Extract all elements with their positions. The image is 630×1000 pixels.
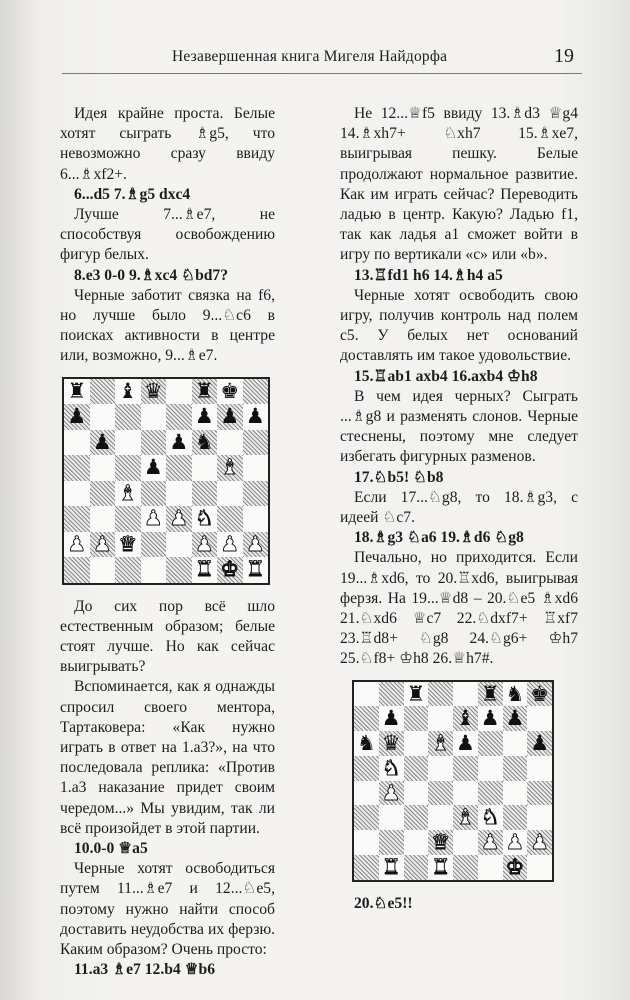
board-square bbox=[115, 506, 141, 532]
commentary-paragraph: В чем идея черных? Сыграть ...♗g8 и разменять слонов. Черные стеснены, поэтому мне следует избегать фигурных разменов. bbox=[340, 387, 578, 466]
black-pawn-icon: ♟ bbox=[245, 404, 265, 429]
left-column bbox=[60, 104, 275, 981]
right-text-before-diagram bbox=[340, 104, 578, 670]
white-queen-icon: ♛ bbox=[431, 830, 451, 855]
board-square bbox=[428, 682, 453, 707]
board-square bbox=[527, 706, 552, 731]
commentary-paragraph: Печально, но приходится. Если 19...♗xd6, то 20.♖xd6, выигрывая ферзя. На 19...♕d8 – 20.♘e5 ♗xd6 21.♘xd6 ♕c7 22.♘dxf7+ ♖xf7 23.♖d8+ ♘g8 24.♘g6+ ♔h7 25.♘f8+ ♔h8 26.♕h7#. bbox=[340, 549, 578, 668]
board-square bbox=[217, 455, 243, 481]
board-square bbox=[379, 830, 404, 855]
left-text-before-diagram bbox=[60, 104, 275, 367]
board-square bbox=[166, 481, 192, 507]
white-bishop-icon: ♝ bbox=[220, 455, 240, 480]
board-square bbox=[478, 830, 503, 855]
board-square bbox=[192, 481, 218, 507]
page-number: 19 bbox=[554, 45, 574, 67]
board-square bbox=[453, 682, 478, 707]
board-square bbox=[453, 855, 478, 880]
board-square bbox=[64, 430, 90, 456]
white-pawn-icon: ♟ bbox=[194, 531, 214, 556]
board-square bbox=[217, 404, 243, 430]
board-square bbox=[166, 557, 192, 583]
board-square bbox=[115, 481, 141, 507]
black-pawn-icon: ♟ bbox=[381, 706, 401, 731]
board-square bbox=[354, 855, 379, 880]
board-square bbox=[453, 706, 478, 731]
black-knight-icon: ♞ bbox=[356, 731, 376, 756]
board-square bbox=[478, 731, 503, 756]
board-square bbox=[115, 532, 141, 558]
left-text-after-diagram bbox=[60, 597, 275, 981]
board-square bbox=[453, 805, 478, 830]
white-queen-icon: ♛ bbox=[118, 531, 138, 556]
board-square bbox=[354, 706, 379, 731]
board-square bbox=[217, 506, 243, 532]
board-square bbox=[453, 756, 478, 781]
board-square bbox=[115, 404, 141, 430]
board-square bbox=[453, 830, 478, 855]
board-square bbox=[478, 756, 503, 781]
white-pawn-icon: ♟ bbox=[381, 780, 401, 805]
chess-diagram-2 bbox=[352, 680, 554, 882]
board-square bbox=[527, 830, 552, 855]
white-rook-icon: ♜ bbox=[194, 557, 214, 582]
board-square bbox=[217, 557, 243, 583]
board-square bbox=[404, 756, 429, 781]
board-square bbox=[115, 430, 141, 456]
black-rook-icon: ♜ bbox=[194, 378, 214, 403]
board-square bbox=[243, 481, 269, 507]
board-square bbox=[115, 455, 141, 481]
board-square bbox=[141, 430, 167, 456]
board-square bbox=[217, 481, 243, 507]
white-rook-icon: ♜ bbox=[431, 854, 451, 879]
move-line: 20.♘e5!! bbox=[354, 894, 413, 912]
board-square bbox=[192, 404, 218, 430]
board-square bbox=[141, 506, 167, 532]
board-square bbox=[64, 506, 90, 532]
board-square bbox=[379, 756, 404, 781]
board-square bbox=[354, 756, 379, 781]
white-pawn-icon: ♟ bbox=[92, 531, 112, 556]
black-pawn-icon: ♟ bbox=[220, 404, 240, 429]
board-square bbox=[404, 855, 429, 880]
black-pawn-icon: ♟ bbox=[530, 731, 550, 756]
white-bishop-icon: ♝ bbox=[118, 480, 138, 505]
board-square bbox=[379, 682, 404, 707]
commentary-paragraph: Лучше 7...♗e7, не способствуя освобождению фигур белых. bbox=[60, 206, 275, 264]
board-square bbox=[192, 455, 218, 481]
board-square bbox=[503, 756, 528, 781]
board-square bbox=[141, 481, 167, 507]
board-square bbox=[166, 430, 192, 456]
board-square bbox=[90, 481, 116, 507]
white-rook-icon: ♜ bbox=[381, 854, 401, 879]
board-square bbox=[141, 404, 167, 430]
black-rook-icon: ♜ bbox=[67, 378, 87, 403]
move-line: 18.♗g3 ♘a6 19.♗d6 ♘g8 bbox=[354, 529, 524, 547]
board-square bbox=[115, 557, 141, 583]
board-square bbox=[64, 404, 90, 430]
board-square bbox=[217, 379, 243, 405]
board-square bbox=[404, 805, 429, 830]
board-square bbox=[379, 781, 404, 806]
board-square bbox=[141, 532, 167, 558]
running-title: Незавершенная книга Мигеля Найдорфа bbox=[172, 48, 448, 65]
black-pawn-icon: ♟ bbox=[67, 404, 87, 429]
white-knight-icon: ♞ bbox=[480, 805, 500, 830]
white-king-icon: ♚ bbox=[505, 854, 525, 879]
board-square bbox=[166, 506, 192, 532]
black-rook-icon: ♜ bbox=[480, 681, 500, 706]
board-square bbox=[527, 731, 552, 756]
white-pawn-icon: ♟ bbox=[505, 830, 525, 855]
move-line: 17.♘b5! ♘b8 bbox=[354, 468, 444, 486]
board-square bbox=[354, 830, 379, 855]
board-square bbox=[527, 855, 552, 880]
board-square bbox=[404, 682, 429, 707]
board-square bbox=[115, 379, 141, 405]
white-pawn-icon: ♟ bbox=[245, 531, 265, 556]
commentary-paragraph: До сих пор всё шло естественным образом; белые стоят лучше. Но как сейчас выигрывать? bbox=[60, 597, 275, 676]
board-square bbox=[428, 830, 453, 855]
board-square bbox=[90, 506, 116, 532]
board-square bbox=[354, 731, 379, 756]
board-square bbox=[192, 379, 218, 405]
commentary-paragraph: Не 12...♕f5 ввиду 13.♗d3 ♕g4 14.♗xh7+ ♘xh7 15.♗xe7, выигрывая пешку. Белые продолжают нормальное развитие. Как им играть сейчас? Переводить ладью в центр. Какую? Ладью f1, так как ладья a1 сможет войти в игру по вертикали «c» или «b». bbox=[340, 105, 578, 264]
board-square bbox=[527, 682, 552, 707]
board-square bbox=[90, 557, 116, 583]
black-pawn-icon: ♟ bbox=[143, 455, 163, 480]
white-king-icon: ♚ bbox=[220, 557, 240, 582]
board-square bbox=[166, 379, 192, 405]
board-square bbox=[527, 781, 552, 806]
board-square bbox=[404, 830, 429, 855]
move-line: 6...d5 7.♗g5 dxc4 bbox=[74, 185, 191, 203]
black-queen-icon: ♛ bbox=[381, 731, 401, 756]
board-square bbox=[64, 532, 90, 558]
commentary-paragraph: Если 17...♘g8, то 18.♗g3, с идеей ♘c7. bbox=[340, 488, 578, 527]
chess-diagram-1 bbox=[62, 377, 270, 585]
board-square bbox=[64, 379, 90, 405]
commentary-paragraph: Черные хотят освободиться путем 11...♗e7 и 12...♘e5, поэтому нужно найти способ доставить неудобства их ферзю. Каким образом? Очень просто: bbox=[60, 860, 275, 959]
commentary-paragraph: Черные хотят освободить свою игру, получив контроль над полем c5. У белых нет оснований доставлять им такое удовольствие. bbox=[340, 286, 578, 365]
black-pawn-icon: ♟ bbox=[505, 706, 525, 731]
white-rook-icon: ♜ bbox=[245, 557, 265, 582]
board-square bbox=[478, 682, 503, 707]
board-square bbox=[527, 805, 552, 830]
board-square bbox=[243, 379, 269, 405]
board-square bbox=[503, 805, 528, 830]
board-square bbox=[503, 830, 528, 855]
black-pawn-icon: ♟ bbox=[455, 731, 475, 756]
white-pawn-icon: ♟ bbox=[67, 531, 87, 556]
board-square bbox=[379, 855, 404, 880]
board-square bbox=[503, 682, 528, 707]
white-pawn-icon: ♟ bbox=[480, 830, 500, 855]
board-square bbox=[354, 682, 379, 707]
black-knight-icon: ♞ bbox=[194, 429, 214, 454]
right-column bbox=[340, 104, 578, 914]
board-square bbox=[64, 557, 90, 583]
board-square bbox=[478, 781, 503, 806]
board-square bbox=[90, 379, 116, 405]
board-square bbox=[90, 532, 116, 558]
black-bishop-icon: ♝ bbox=[455, 706, 475, 731]
board-square bbox=[64, 455, 90, 481]
board-square bbox=[243, 404, 269, 430]
board-square bbox=[428, 706, 453, 731]
board-square bbox=[428, 731, 453, 756]
board-square bbox=[141, 455, 167, 481]
black-king-icon: ♚ bbox=[530, 681, 550, 706]
board-square bbox=[379, 805, 404, 830]
board-square bbox=[404, 706, 429, 731]
commentary-paragraph: Черные заботит связка на f6, но лучше было 9...♘c6 в поисках активности в центре или, возможно, 9...♗e7. bbox=[60, 286, 275, 365]
move-line: 11.a3 ♗e7 12.b4 ♕b6 bbox=[74, 961, 216, 979]
board-square bbox=[166, 404, 192, 430]
board-square bbox=[503, 731, 528, 756]
black-bishop-icon: ♝ bbox=[118, 378, 138, 403]
white-bishop-icon: ♝ bbox=[455, 805, 475, 830]
board-square bbox=[428, 756, 453, 781]
board-square bbox=[243, 455, 269, 481]
board-square bbox=[354, 781, 379, 806]
board-square bbox=[503, 706, 528, 731]
board-square bbox=[453, 731, 478, 756]
white-pawn-icon: ♟ bbox=[530, 830, 550, 855]
white-pawn-icon: ♟ bbox=[143, 506, 163, 531]
commentary-paragraph: Вспоминается, как я однажды спросил своего ментора, Тартаковера: «Как нужно играть в ответ на 1.a3?», на что последовала реплика: «Против 1.a3 наказание придет своим чередом...» Мы увидим, так ли всё произойдет в этой партии. bbox=[60, 678, 275, 837]
black-pawn-icon: ♟ bbox=[194, 404, 214, 429]
board-square bbox=[527, 756, 552, 781]
black-king-icon: ♚ bbox=[220, 378, 240, 403]
board-square bbox=[503, 781, 528, 806]
board-square bbox=[166, 455, 192, 481]
white-pawn-icon: ♟ bbox=[220, 531, 240, 556]
white-bishop-icon: ♝ bbox=[431, 731, 451, 756]
header-divider bbox=[62, 73, 582, 74]
board-square bbox=[428, 855, 453, 880]
black-pawn-icon: ♟ bbox=[92, 429, 112, 454]
white-knight-icon: ♞ bbox=[194, 506, 214, 531]
board-square bbox=[243, 506, 269, 532]
board-square bbox=[90, 455, 116, 481]
move-line: 15.♖ab1 axb4 16.axb4 ♔h8 bbox=[354, 367, 538, 385]
board-square bbox=[404, 781, 429, 806]
board-square bbox=[379, 706, 404, 731]
board-square bbox=[90, 404, 116, 430]
black-rook-icon: ♜ bbox=[406, 681, 426, 706]
black-queen-icon: ♛ bbox=[143, 378, 163, 403]
board-square bbox=[64, 481, 90, 507]
move-line: 10.0-0 ♕a5 bbox=[74, 840, 148, 858]
board-square bbox=[192, 506, 218, 532]
board-square bbox=[217, 430, 243, 456]
commentary-paragraph: Идея крайне проста. Белые хотят сыграть ♗g5, что невозможно сразу ввиду 6...♗xf2+. bbox=[60, 105, 275, 183]
black-knight-icon: ♞ bbox=[505, 681, 525, 706]
board-square bbox=[379, 731, 404, 756]
black-pawn-icon: ♟ bbox=[169, 429, 189, 454]
board-square bbox=[192, 532, 218, 558]
board-square bbox=[503, 855, 528, 880]
board-square bbox=[453, 781, 478, 806]
board-square bbox=[217, 532, 243, 558]
move-line: 8.e3 0-0 9.♗xc4 ♘bd7? bbox=[74, 266, 229, 284]
board-square bbox=[90, 430, 116, 456]
board-square bbox=[478, 855, 503, 880]
board-square bbox=[141, 379, 167, 405]
move-line: 13.♖fd1 h6 14.♗h4 a5 bbox=[354, 266, 503, 284]
board-square bbox=[166, 532, 192, 558]
board-square bbox=[243, 557, 269, 583]
right-text-after-diagram bbox=[340, 894, 578, 914]
board-square bbox=[478, 706, 503, 731]
board-square bbox=[478, 805, 503, 830]
board-square bbox=[243, 430, 269, 456]
white-knight-icon: ♞ bbox=[381, 755, 401, 780]
board-square bbox=[428, 781, 453, 806]
board-square bbox=[243, 532, 269, 558]
board-square bbox=[404, 731, 429, 756]
board-square bbox=[192, 557, 218, 583]
board-square bbox=[354, 805, 379, 830]
board-square bbox=[141, 557, 167, 583]
white-pawn-icon: ♟ bbox=[169, 506, 189, 531]
board-square bbox=[192, 430, 218, 456]
black-pawn-icon: ♟ bbox=[480, 706, 500, 731]
board-square bbox=[428, 805, 453, 830]
